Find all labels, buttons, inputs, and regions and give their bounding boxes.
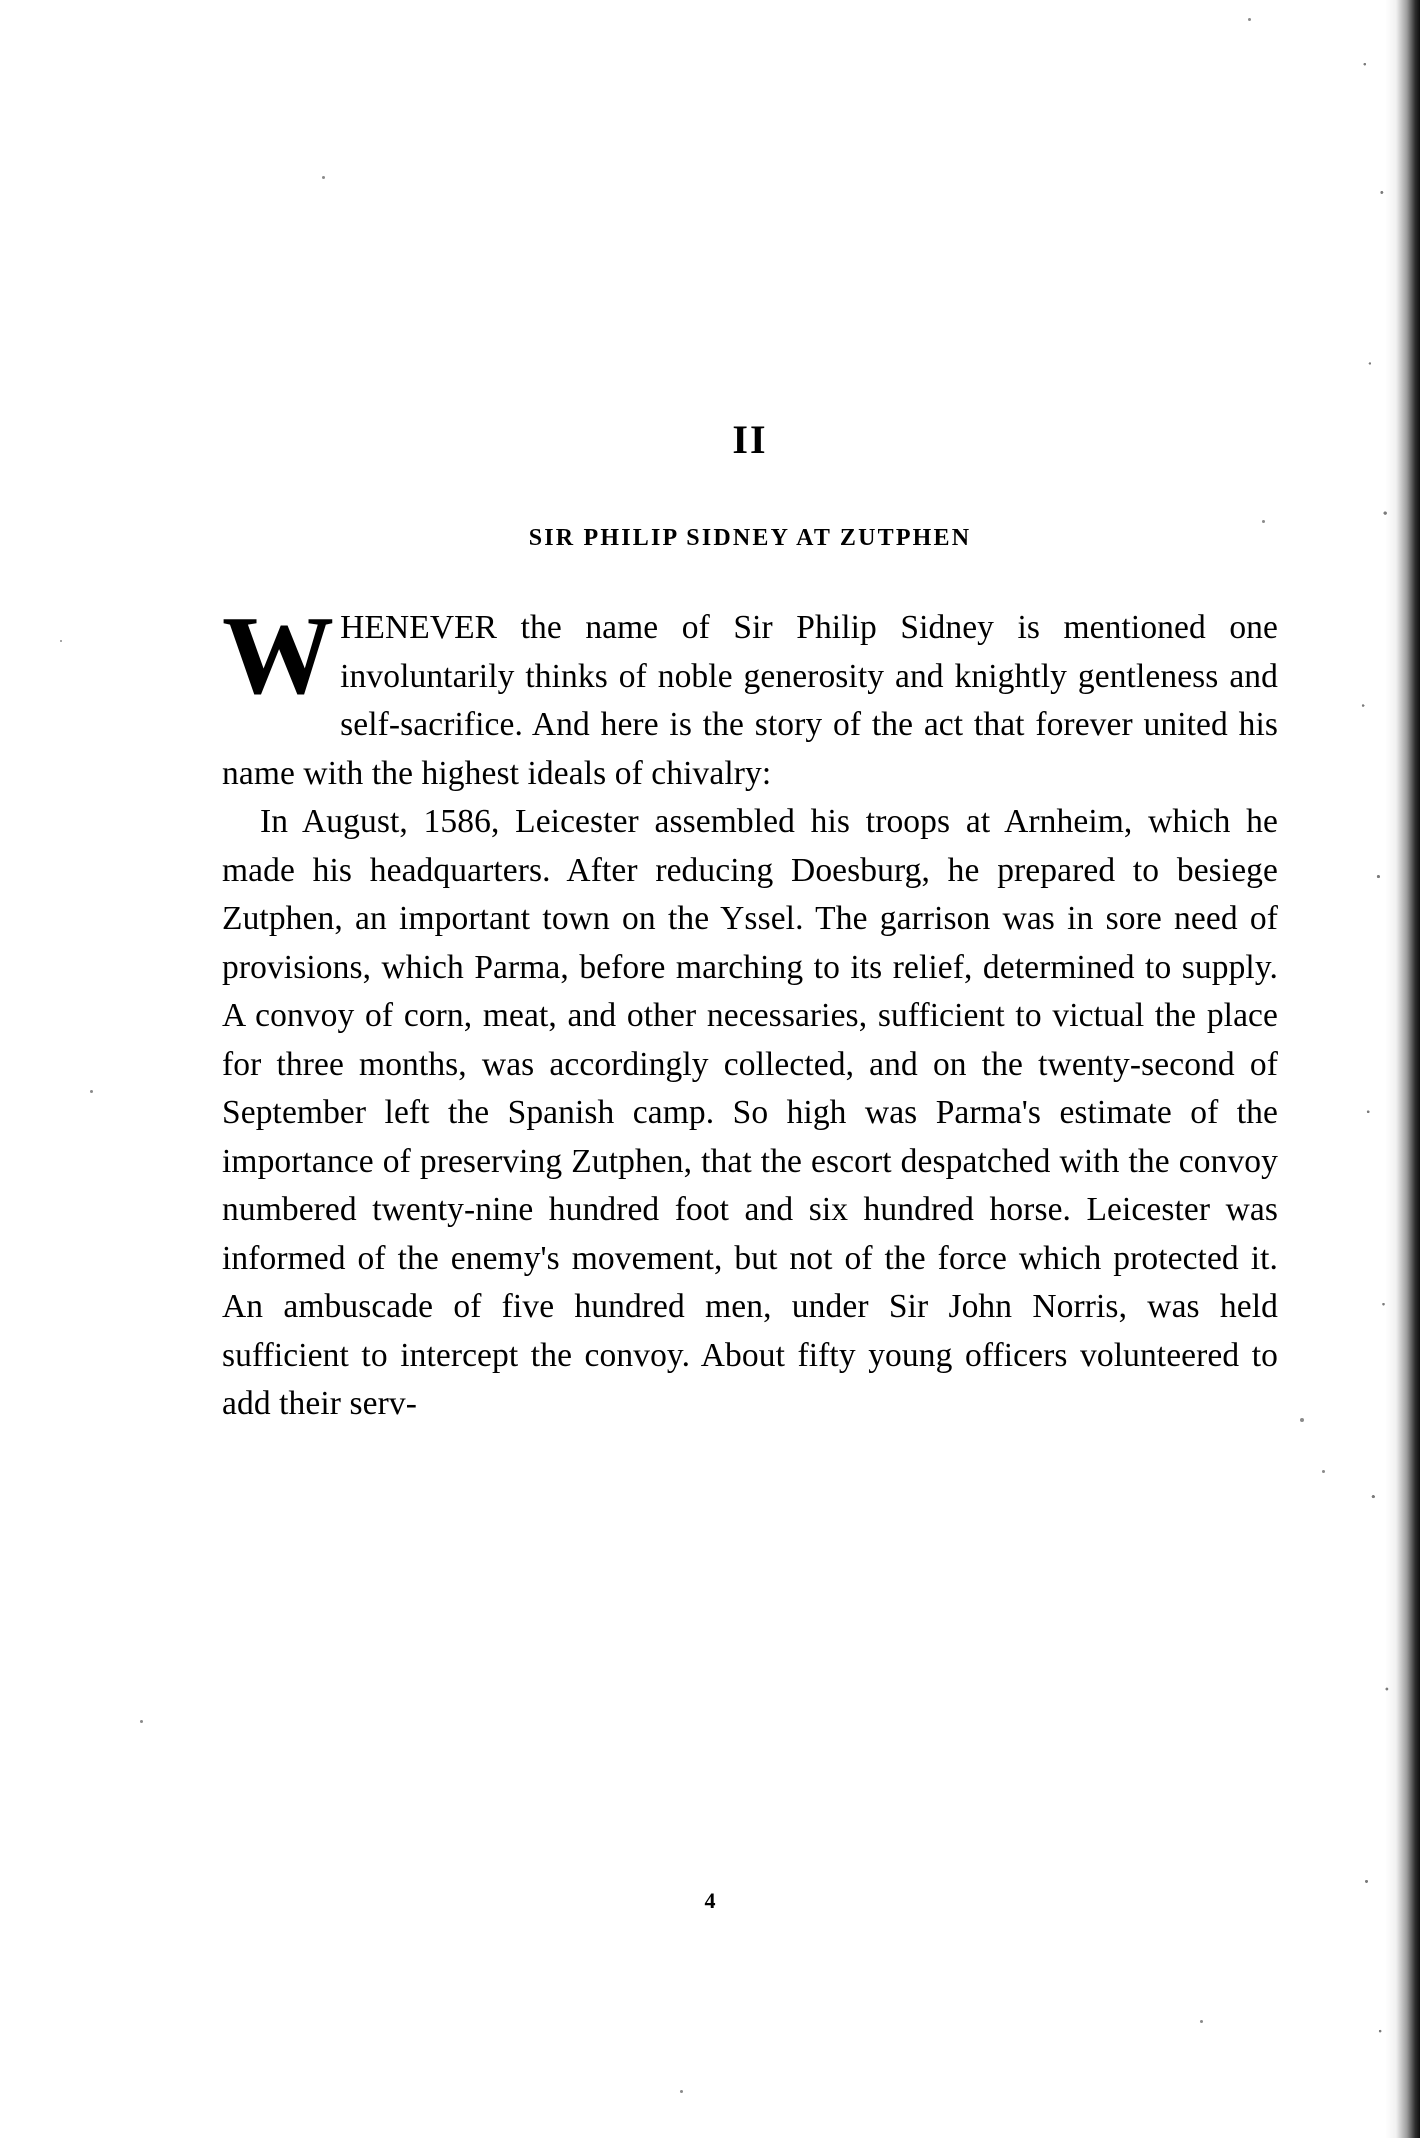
scan-speck	[90, 1090, 93, 1093]
body-paragraph-text: HENEVER the name of Sir Philip Sidney is mentioned one involuntarily thinks of noble generosity and knightly gentleness and self-sacrifice. And here is the story of the act that forever united his name with the highest ideals of chivalry:	[222, 609, 1278, 792]
chapter-title: SIR PHILIP SIDNEY AT ZUTPHEN	[528, 525, 972, 551]
scan-speck	[1300, 1418, 1304, 1422]
scan-speck	[140, 1720, 143, 1723]
scan-speck	[1200, 2020, 1203, 2023]
body-paragraph: In August, 1586, Leicester assembled his troops at Arnheim, which he made his headquarters. After reducing Doesburg, he prepared to besiege Zutphen, an important town on the Yssel. The garrison was in sore need of provisions, which Parma, before marching to its relief, determined to supply. A convoy of corn, meat, and other necessaries, sufficient to victual the place for three months, was accordingly collected, and on the twenty-second of September left the Spanish camp. So high was Parma's estimate of the importance of preserving Zutphen, that the escort despatched with the convoy numbered twenty-nine hundred foot and six hundred horse. Leicester was informed of the enemy's movement, but not of the force which protected it. An ambuscade of five hundred men, under Sir John Norris, was held sufficient to intercept the convoy. About fifty young officers volunteered to add their serv-	[222, 803, 1278, 1422]
drop-cap: W	[222, 594, 335, 718]
scan-speck	[1322, 1470, 1325, 1473]
scan-speck	[1248, 18, 1251, 21]
scan-edge-shadow	[1360, 0, 1420, 2138]
body-paragraph	[222, 594, 1278, 798]
scan-speck	[322, 176, 325, 179]
page-text-column	[222, 417, 1278, 1429]
scan-speck	[60, 640, 62, 642]
page-number: 4	[704, 1888, 716, 1913]
chapter-number: II	[732, 417, 768, 462]
scan-edge-speckle	[1358, 0, 1392, 2138]
scan-speck	[680, 2090, 683, 2093]
